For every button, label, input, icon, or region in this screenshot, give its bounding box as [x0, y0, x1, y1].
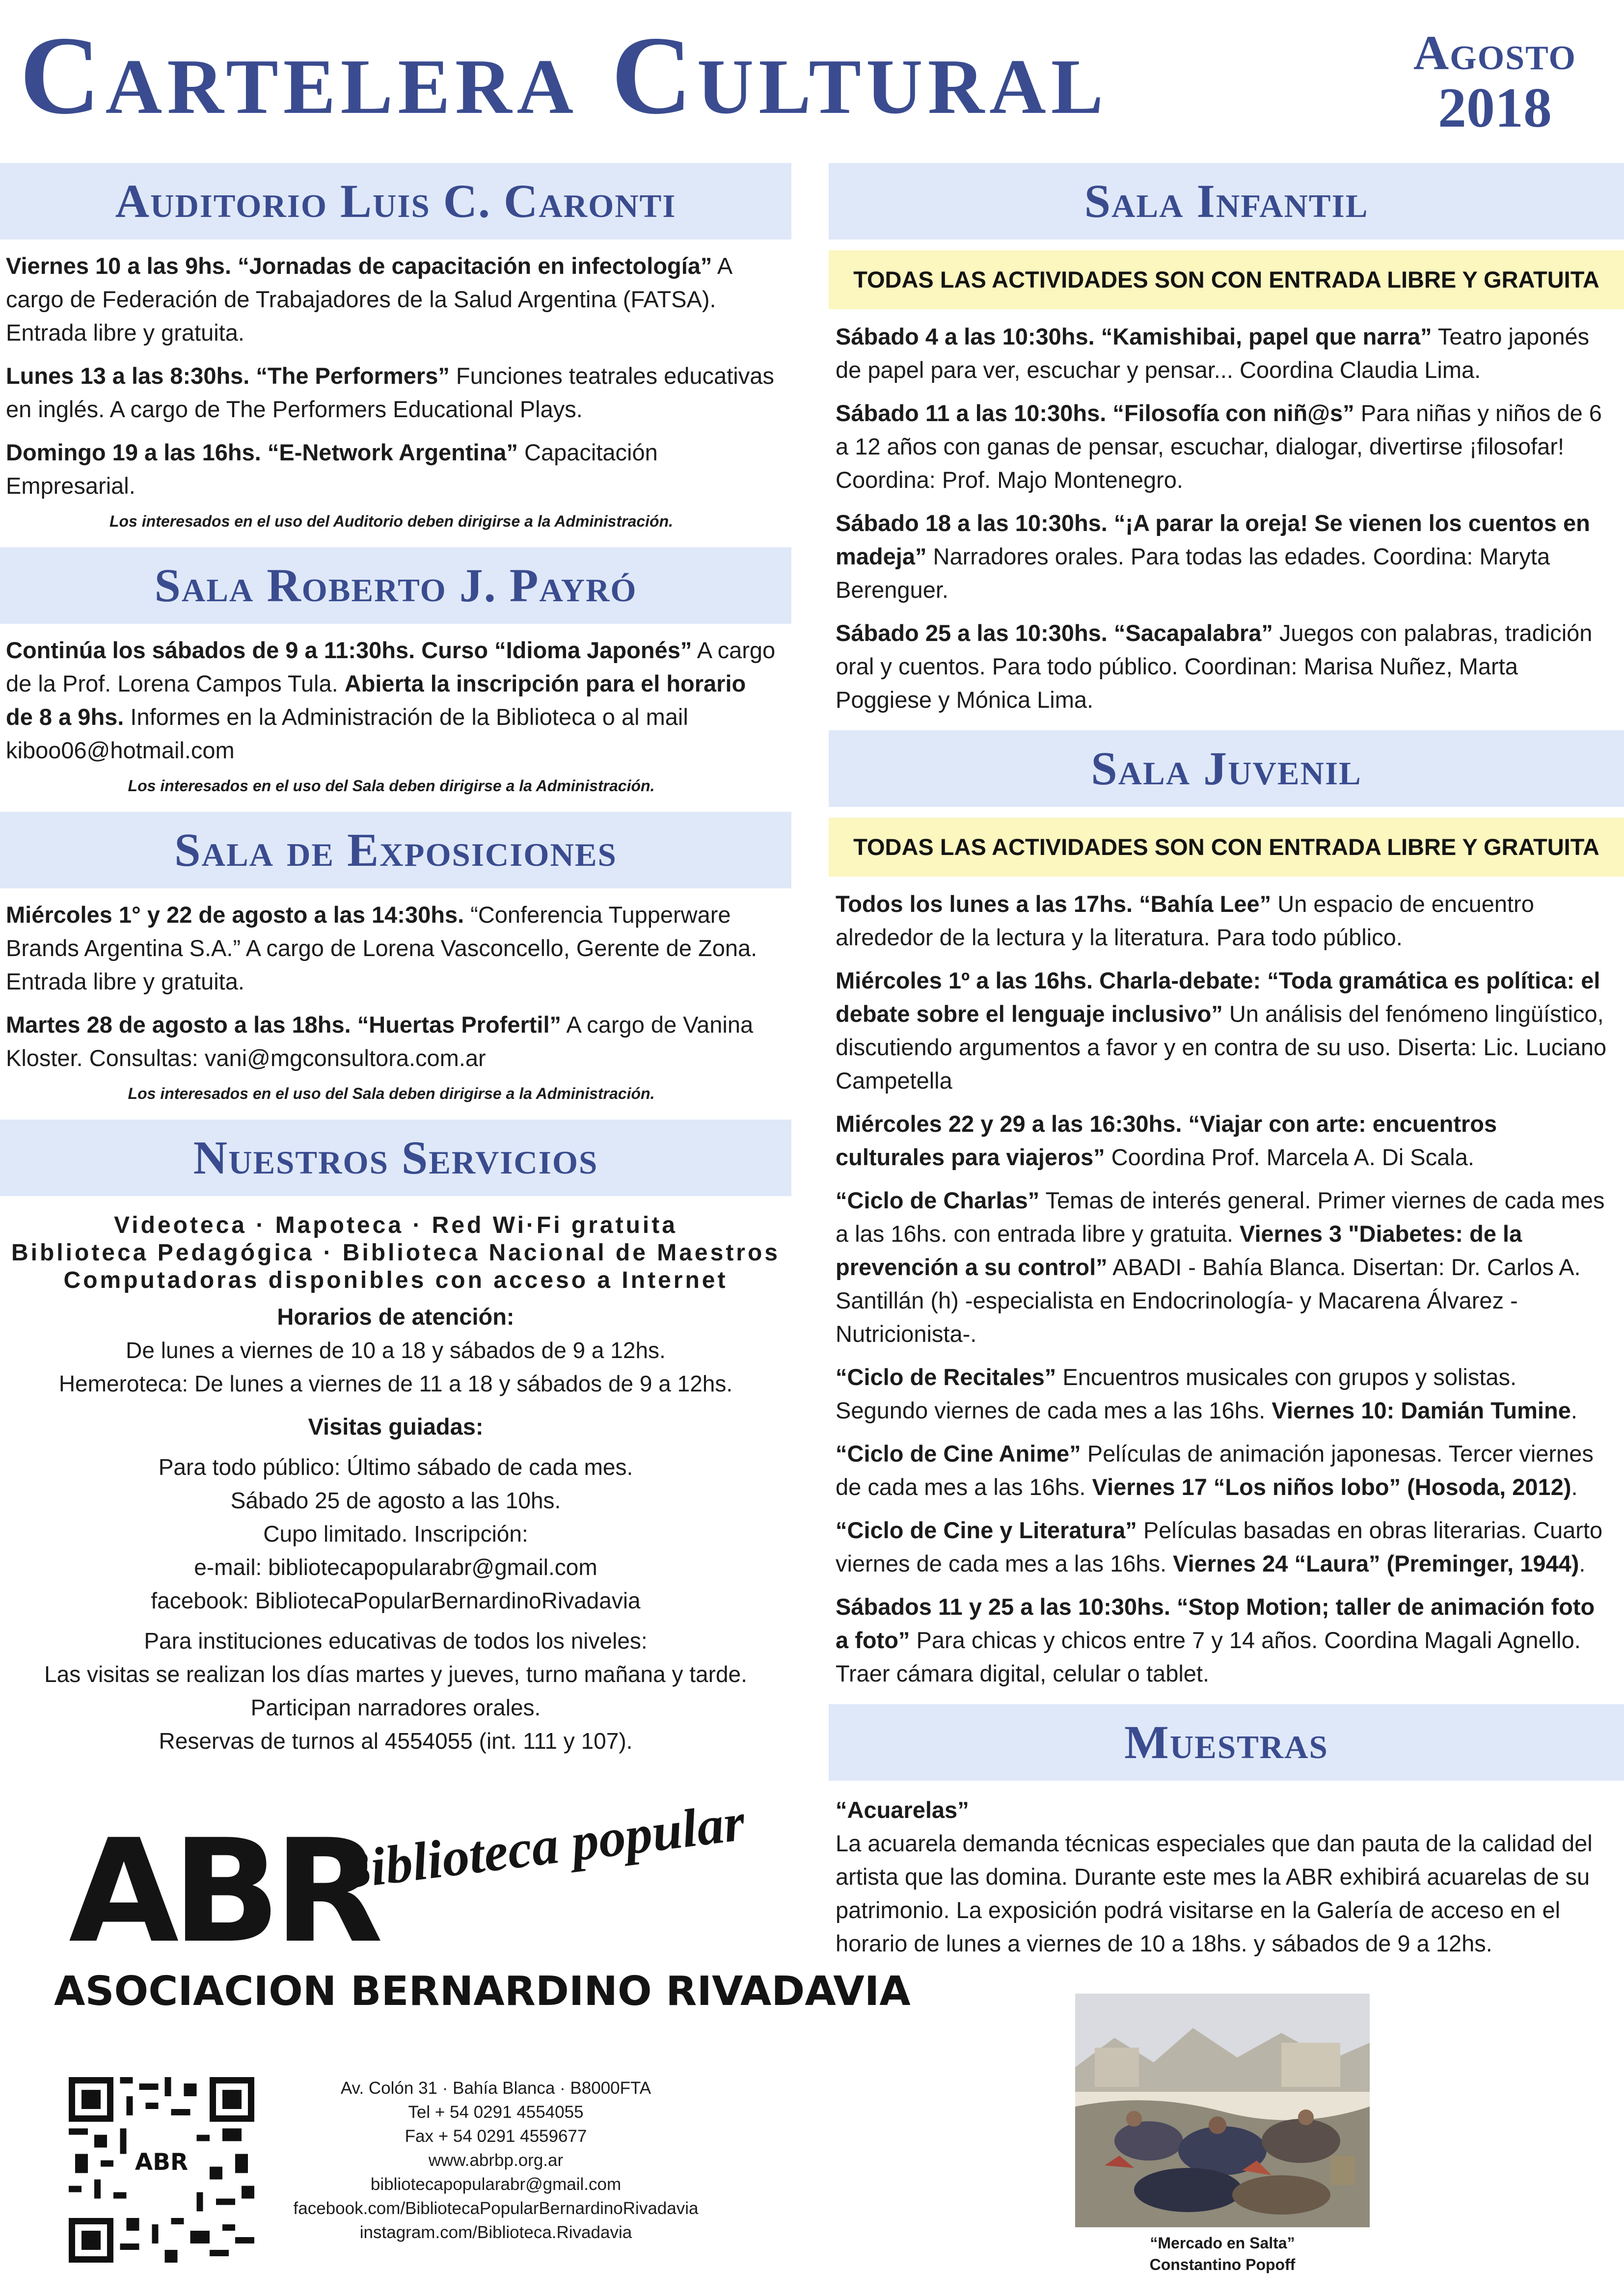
- juvenil-body: [829, 877, 1624, 1704]
- date-month: Agosto: [1413, 26, 1576, 80]
- section-juvenil: [829, 730, 1624, 1704]
- visitas-line: Cupo limitado. Inscripción:: [263, 1521, 528, 1547]
- horarios-line: Hemeroteca: De lunes a viernes de 11 a 18 y sábados de 9 a 12hs.: [58, 1371, 733, 1396]
- muestra-subtitle: “Acuarelas”: [836, 1797, 969, 1823]
- logo-mark: ABR: [69, 1809, 377, 1975]
- free-entry-notice: TODAS LAS ACTIVIDADES SON CON ENTRADA LIBRE Y GRATUITA: [829, 818, 1624, 877]
- payro-body: [0, 624, 791, 812]
- section-servicios: [0, 1120, 791, 1758]
- left-column: [0, 163, 791, 1758]
- horarios-line: De lunes a viernes de 10 a 18 y sábados de 9 a 12hs.: [126, 1337, 666, 1363]
- contact-email-link[interactable]: bibliotecapopularabr@gmail.com: [370, 2175, 622, 2194]
- exposiciones-note: Los interesados en el uso del Sala deben dirigirse a la Administración.: [128, 1085, 655, 1102]
- section-payro: [0, 547, 791, 812]
- section-title-infantil: Sala Infantil: [829, 163, 1624, 240]
- ciclo-charlas: “Ciclo de Charlas” Temas de interés general. Primer viernes de cada mes a las 16hs. con entrada libre y gratuita. Viernes 3 "Diabetes: de la prevención a su control” ABADI - Bahía Blanca. Disertan: Dr. Carlos A. Santillán (h) -especialista en Endocrinología- y Macarena Álvarez -Nutricionista-.: [836, 1187, 1605, 1347]
- event-item: Sábado 25 a las 10:30hs. “Sacapalabra” Juegos con palabras, tradición oral y cuentos. Para todo público. Coordinan: Marisa Nuñez, Marta Poggiese y Mónica Lima.: [836, 620, 1593, 713]
- ciclo-recitales: “Ciclo de Recitales” Encuentros musicales con grupos y solistas. Segundo viernes de cada mes a las 16hs. Viernes 10: Damián Tumine.: [836, 1364, 1577, 1423]
- section-title-servicios: Nuestros Servicios: [0, 1120, 791, 1196]
- horarios-heading: Horarios de atención:: [277, 1304, 514, 1330]
- contact-instagram-link[interactable]: instagram.com/Biblioteca.Rivadavia: [359, 2223, 632, 2242]
- event-item: Miércoles 1° y 22 de agosto a las 14:30hs. “Conferencia Tupperware Brands Argentina S.A.” A cargo de Lorena Vasconcello, Gerente de Zona. Entrada libre y gratuita.: [6, 902, 758, 994]
- section-title-exposiciones: Sala de Exposiciones: [0, 812, 791, 888]
- infantil-body: [829, 309, 1624, 730]
- muestra-description: La acuarela demanda técnicas especiales que dan pauta de la calidad del artista que las domina. Durante este mes la ABR exhibirá acuarelas de su patrimonio. La exposición podrá visitarse en la Galería de acceso en el horario de lunes a viernes de 10 a 18hs. y sábados de 9 a 12hs.: [836, 1830, 1593, 1956]
- right-column: [829, 163, 1624, 1974]
- visitas-line: Para todo público: Último sábado de cada mes.: [158, 1454, 633, 1480]
- exposiciones-body: [0, 888, 791, 1120]
- services-line: Computadoras disponibles con acceso a Internet: [63, 1267, 728, 1293]
- event-item: Continúa los sábados de 9 a 11:30hs. Curso “Idioma Japonés” A cargo de la Prof. Lorena Campos Tula. Abierta la inscripción para el horario de 8 a 9hs. Informes en la Administración de la Biblioteca o al mail kiboo06@hotmail.com: [6, 637, 776, 763]
- visitas-facebook[interactable]: facebook: BibliotecaPopularBernardinoRivadavia: [151, 1588, 641, 1613]
- ciclo-cine-literatura: “Ciclo de Cine y Literatura” Películas basadas en obras literarias. Cuarto viernes de cada mes a las 16hs. Viernes 24 “Laura” (Preminger, 1944).: [836, 1517, 1603, 1576]
- section-title-juvenil: Sala Juvenil: [829, 730, 1624, 807]
- free-entry-notice: TODAS LAS ACTIVIDADES SON CON ENTRADA LIBRE Y GRATUITA: [829, 250, 1624, 309]
- services-line: Biblioteca Pedagógica · Biblioteca Nacional de Maestros: [11, 1240, 780, 1266]
- section-title-auditorio: Auditorio Luis C. Caronti: [0, 163, 791, 240]
- contact-website-link[interactable]: www.abrbp.org.ar: [428, 2151, 564, 2170]
- qr-code-icon[interactable]: [69, 2077, 254, 2263]
- event-item: Sábado 18 a las 10:30hs. “¡A parar la oreja! Se vienen los cuentos en madeja” Narradores orales. Para todas las edades. Coordina: Maryta Berenguer.: [836, 510, 1590, 603]
- auditorio-body: [0, 240, 791, 547]
- painting-image: [1075, 1994, 1370, 2227]
- svg-text:ABR: ABR: [135, 2149, 189, 2176]
- visitas-email[interactable]: e-mail: bibliotecapopularabr@gmail.com: [194, 1554, 597, 1580]
- painting-caption: [1075, 2232, 1370, 2275]
- event-item: Viernes 10 a las 9hs. “Jornadas de capacitación en infectología” A cargo de Federación de Trabajadores de la Salud Argentina (FATSA). Entrada libre y gratuita.: [6, 253, 731, 346]
- stop-motion-taller: Sábados 11 y 25 a las 10:30hs. “Stop Motion; taller de animación foto a foto” Para chicas y chicos entre 7 y 14 años. Coordina Magali Agnello. Traer cámara digital, celular o tablet.: [836, 1594, 1595, 1686]
- instituciones-line: Las visitas se realizan los días martes y jueves, turno mañana y tarde.: [44, 1661, 747, 1687]
- event-item: Todos los lunes a las 17hs. “Bahía Lee” Un espacio de encuentro alrededor de la lectura y la literatura. Para todo público.: [836, 891, 1534, 950]
- contact-facebook-link[interactable]: facebook.com/BibliotecaPopularBernardinoRivadavia: [293, 2199, 699, 2218]
- auditorio-note: Los interesados en el uso del Auditorio deben dirigirse a la Administración.: [109, 512, 674, 530]
- event-item: Martes 28 de agosto a las 18hs. “Huertas Profertil” A cargo de Vanina Kloster. Consultas: vani@mgconsultora.com.ar: [6, 1012, 754, 1071]
- painting-title: “Mercado en Salta”: [1150, 2234, 1295, 2252]
- logo-script: Biblioteca popular: [331, 1791, 748, 1902]
- instituciones-line: Participan narradores orales.: [250, 1695, 541, 1720]
- event-item: Domingo 19 a las 16hs. “E-Network Argentina” Capacitación Empresarial.: [6, 439, 658, 499]
- event-item: Miércoles 22 y 29 a las 16:30hs. “Viajar con arte: encuentros culturales para viajeros” Coordina Prof. Marcela A. Di Scala.: [836, 1111, 1497, 1170]
- visitas-heading: Visitas guiadas:: [308, 1414, 484, 1440]
- section-auditorio: [0, 163, 791, 547]
- date-year: 2018: [1438, 77, 1552, 139]
- payro-note: Los interesados en el uso del Sala deben dirigirse a la Administración.: [128, 777, 655, 795]
- painting-artist: Constantino Popoff: [1149, 2256, 1296, 2273]
- contact-block: [255, 2076, 736, 2244]
- section-title-payro: Sala Roberto J. Payró: [0, 547, 791, 624]
- date-block: [1389, 26, 1600, 139]
- muestras-body: [829, 1781, 1624, 1974]
- visitas-line: Sábado 25 de agosto a las 10hs.: [230, 1488, 561, 1513]
- contact-address: Av. Colón 31 · Bahía Blanca · B8000FTA: [340, 2079, 651, 2098]
- event-item: Lunes 13 a las 8:30hs. “The Performers” Funciones teatrales educativas en inglés. A cargo de The Performers Educational Plays.: [6, 363, 774, 422]
- event-item: Sábado 4 a las 10:30hs. “Kamishibai, papel que narra” Teatro japonés de papel para ver, escuchar y pensar... Coordina Claudia Lima.: [836, 323, 1590, 383]
- page-title: Cartelera Cultural: [20, 14, 1109, 137]
- section-exposiciones: [0, 812, 791, 1120]
- contact-fax: Fax + 54 0291 4559677: [405, 2127, 587, 2146]
- event-item: Miércoles 1º a las 16hs. Charla-debate: “Toda gramática es política: el debate sobre el lenguaje inclusivo” Un análisis del fenómeno lingüístico, discutiendo argumentos a favor y en contra de su uso. Diserta: Lic. Luciano Campetella: [836, 967, 1607, 1094]
- servicios-body: [0, 1196, 791, 1758]
- instituciones-line: Para instituciones educativas de todos los niveles:: [144, 1628, 648, 1654]
- contact-phone: Tel + 54 0291 4554055: [408, 2103, 584, 2122]
- section-infantil: [829, 163, 1624, 730]
- logo-name: ASOCIACION BERNARDINO RIVADAVIA: [54, 1968, 911, 2015]
- section-muestras: [829, 1704, 1624, 1974]
- services-line: Videoteca · Mapoteca · Red Wi·Fi gratuita: [114, 1212, 677, 1238]
- event-item: Sábado 11 a las 10:30hs. “Filosofía con niñ@s” Para niñas y niños de 6 a 12 años con ganas de pensar, escuchar, dialogar, divertirse ¡filosofar! Coordina: Prof. Majo Montenegro.: [836, 400, 1602, 493]
- section-title-muestras: Muestras: [829, 1704, 1624, 1781]
- instituciones-line: Reservas de turnos al 4554055 (int. 111 y 107).: [159, 1728, 633, 1754]
- ciclo-anime: “Ciclo de Cine Anime” Películas de animación japonesas. Tercer viernes de cada mes a las 16hs. Viernes 17 “Los niños lobo” (Hosoda, 2012).: [836, 1441, 1594, 1500]
